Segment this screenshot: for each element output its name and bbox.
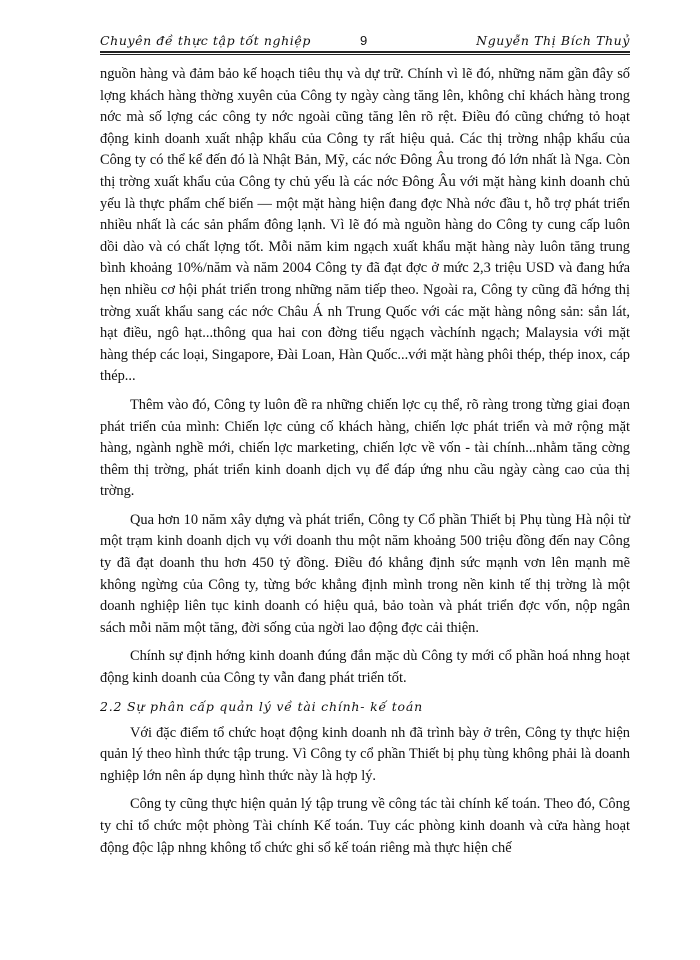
header-rule [100,51,630,55]
page-number: 9 [360,33,368,48]
paragraph: Chính sự định hớng kinh doanh đúng đắn mặc dù Công ty mới cổ phần hoá nhng hoạt động kinh doanh của Công ty vẫn đang phát triển tốt. [100,648,630,687]
paragraph: Với đặc điểm tổ chức hoạt động kinh doanh nh đã trình bày ở trên, Công ty thực hiện quản lý theo hình thức tập trung. Vì Công ty cổ phần Thiết bị phụ tùng không phải là doanh nghiệp lớn nên áp dụng hình thức này là hợp lý. [100,724,630,784]
section-heading: 2.2 Sự phân cấp quản lý về tài chính- kế toán [100,698,423,714]
paragraph: nguồn hàng và đảm bảo kế hoạch tiêu thụ và dự trữ. Chính vì lẽ đó, những năm gần đây số lợng khách hàng thờng xuyên của Công ty ngày càng tăng lên, không chỉ khách hàng trong nớc mà số lợng các công ty nớc ngoài cũng tăng lên rõ rệt. Điều đó cũng chứng tỏ hoạt động kinh doanh xuất nhập khẩu của Công ty rất hiệu quả. Các thị trờng nhập khẩu của Công ty có thể kể đến đó là Nhật Bản, Mỹ, các nớc Đông Âu trong đó lớn nhất là Nga. Còn thị trờng xuất khẩu của Công ty chủ yếu là các nớc Đông Âu với mặt hàng kinh doanh chủ yếu là thực phẩm chế biến — một mặt hàng hiện đang đợc Nhà nớc đầu t, hỗ trợ phát triển nhiều nhất là các sản phẩm đông lạnh. Vì lẽ đó mà nguồn hàng do Công ty cung cấp luôn dồi dào và có chất lợng tốt. Mỗi năm kim ngạch xuất khẩu mặt hàng này luôn tăng trung bình khoảng 10%/năm và năm 2004 Công ty đã đạt đợc ở mức 2,3 triệu USD và đang hứa hẹn nhiều cơ hội phát triển trong những năm tiếp theo. Ngoài ra, Công ty cũng đã hớng thị trờng xuất khẩu sang các nớc Châu Á nh Trung Quốc với các mặt hàng nông sản: sắn lát, hạt điều, ngô hạt...thông qua hai con đờng tiểu ngạch vàchính ngạch; Malaysia với mặt hàng thép các loại, Singapore, Đài Loan, Hàn Quốc...với mặt hàng phôi thép, thép inox, cáp thép... [100,66,630,385]
header-author: Nguyễn Thị Bích Thuỷ [476,33,630,48]
paragraph: Thêm vào đó, Công ty luôn đề ra những chiến lợc cụ thể, rõ ràng trong từng giai đoạn phát triển của mình: Chiến lợc củng cố khách hàng, chiến lợc phát triển và mở rộng mặt hàng, ngành nghề mới, chiến lợc marketing, chiến lợc về vốn - tài chính...nhằm tăng cờng thêm thị trờng, phát triển kinh doanh dịch vụ để đáp ứng nhu cầu ngày càng cao của thị trờng. [100,396,630,500]
page-header [100,33,630,53]
paragraph: Qua hơn 10 năm xây dựng và phát triển, Công ty Cổ phần Thiết bị Phụ tùng Hà nội từ một trạm kinh doanh dịch vụ với doanh thu một năm khoảng 500 triệu đồng đến nay Công ty đã đạt doanh thu hơn 450 tỷ đồng. Điều đó khẳng định sức mạnh vơn lên mạnh mẽ không ngừng của Công ty, từng bớc khẳng định mình trong nền kinh tế thị trờng là một doanh nghiệp liên tục kinh doanh có hiệu quả, bảo toàn và phát triển đợc vốn, nộp ngân sách mỗi năm một tăng, đời sống của ngời lao động đợc cải thiện. [100,511,630,636]
header-title: Chuyên đề thực tập tốt nghiệp [100,33,311,48]
document-body [100,64,630,866]
paragraph: Công ty cũng thực hiện quản lý tập trung về công tác tài chính kế toán. Theo đó, Công ty chỉ tổ chức một phòng Tài chính Kế toán. Tuy các phòng kinh doanh và cửa hàng hoạt động độc lập nhng không tổ chức ghi sổ kế toán riêng mà thực hiện chế [100,796,630,856]
